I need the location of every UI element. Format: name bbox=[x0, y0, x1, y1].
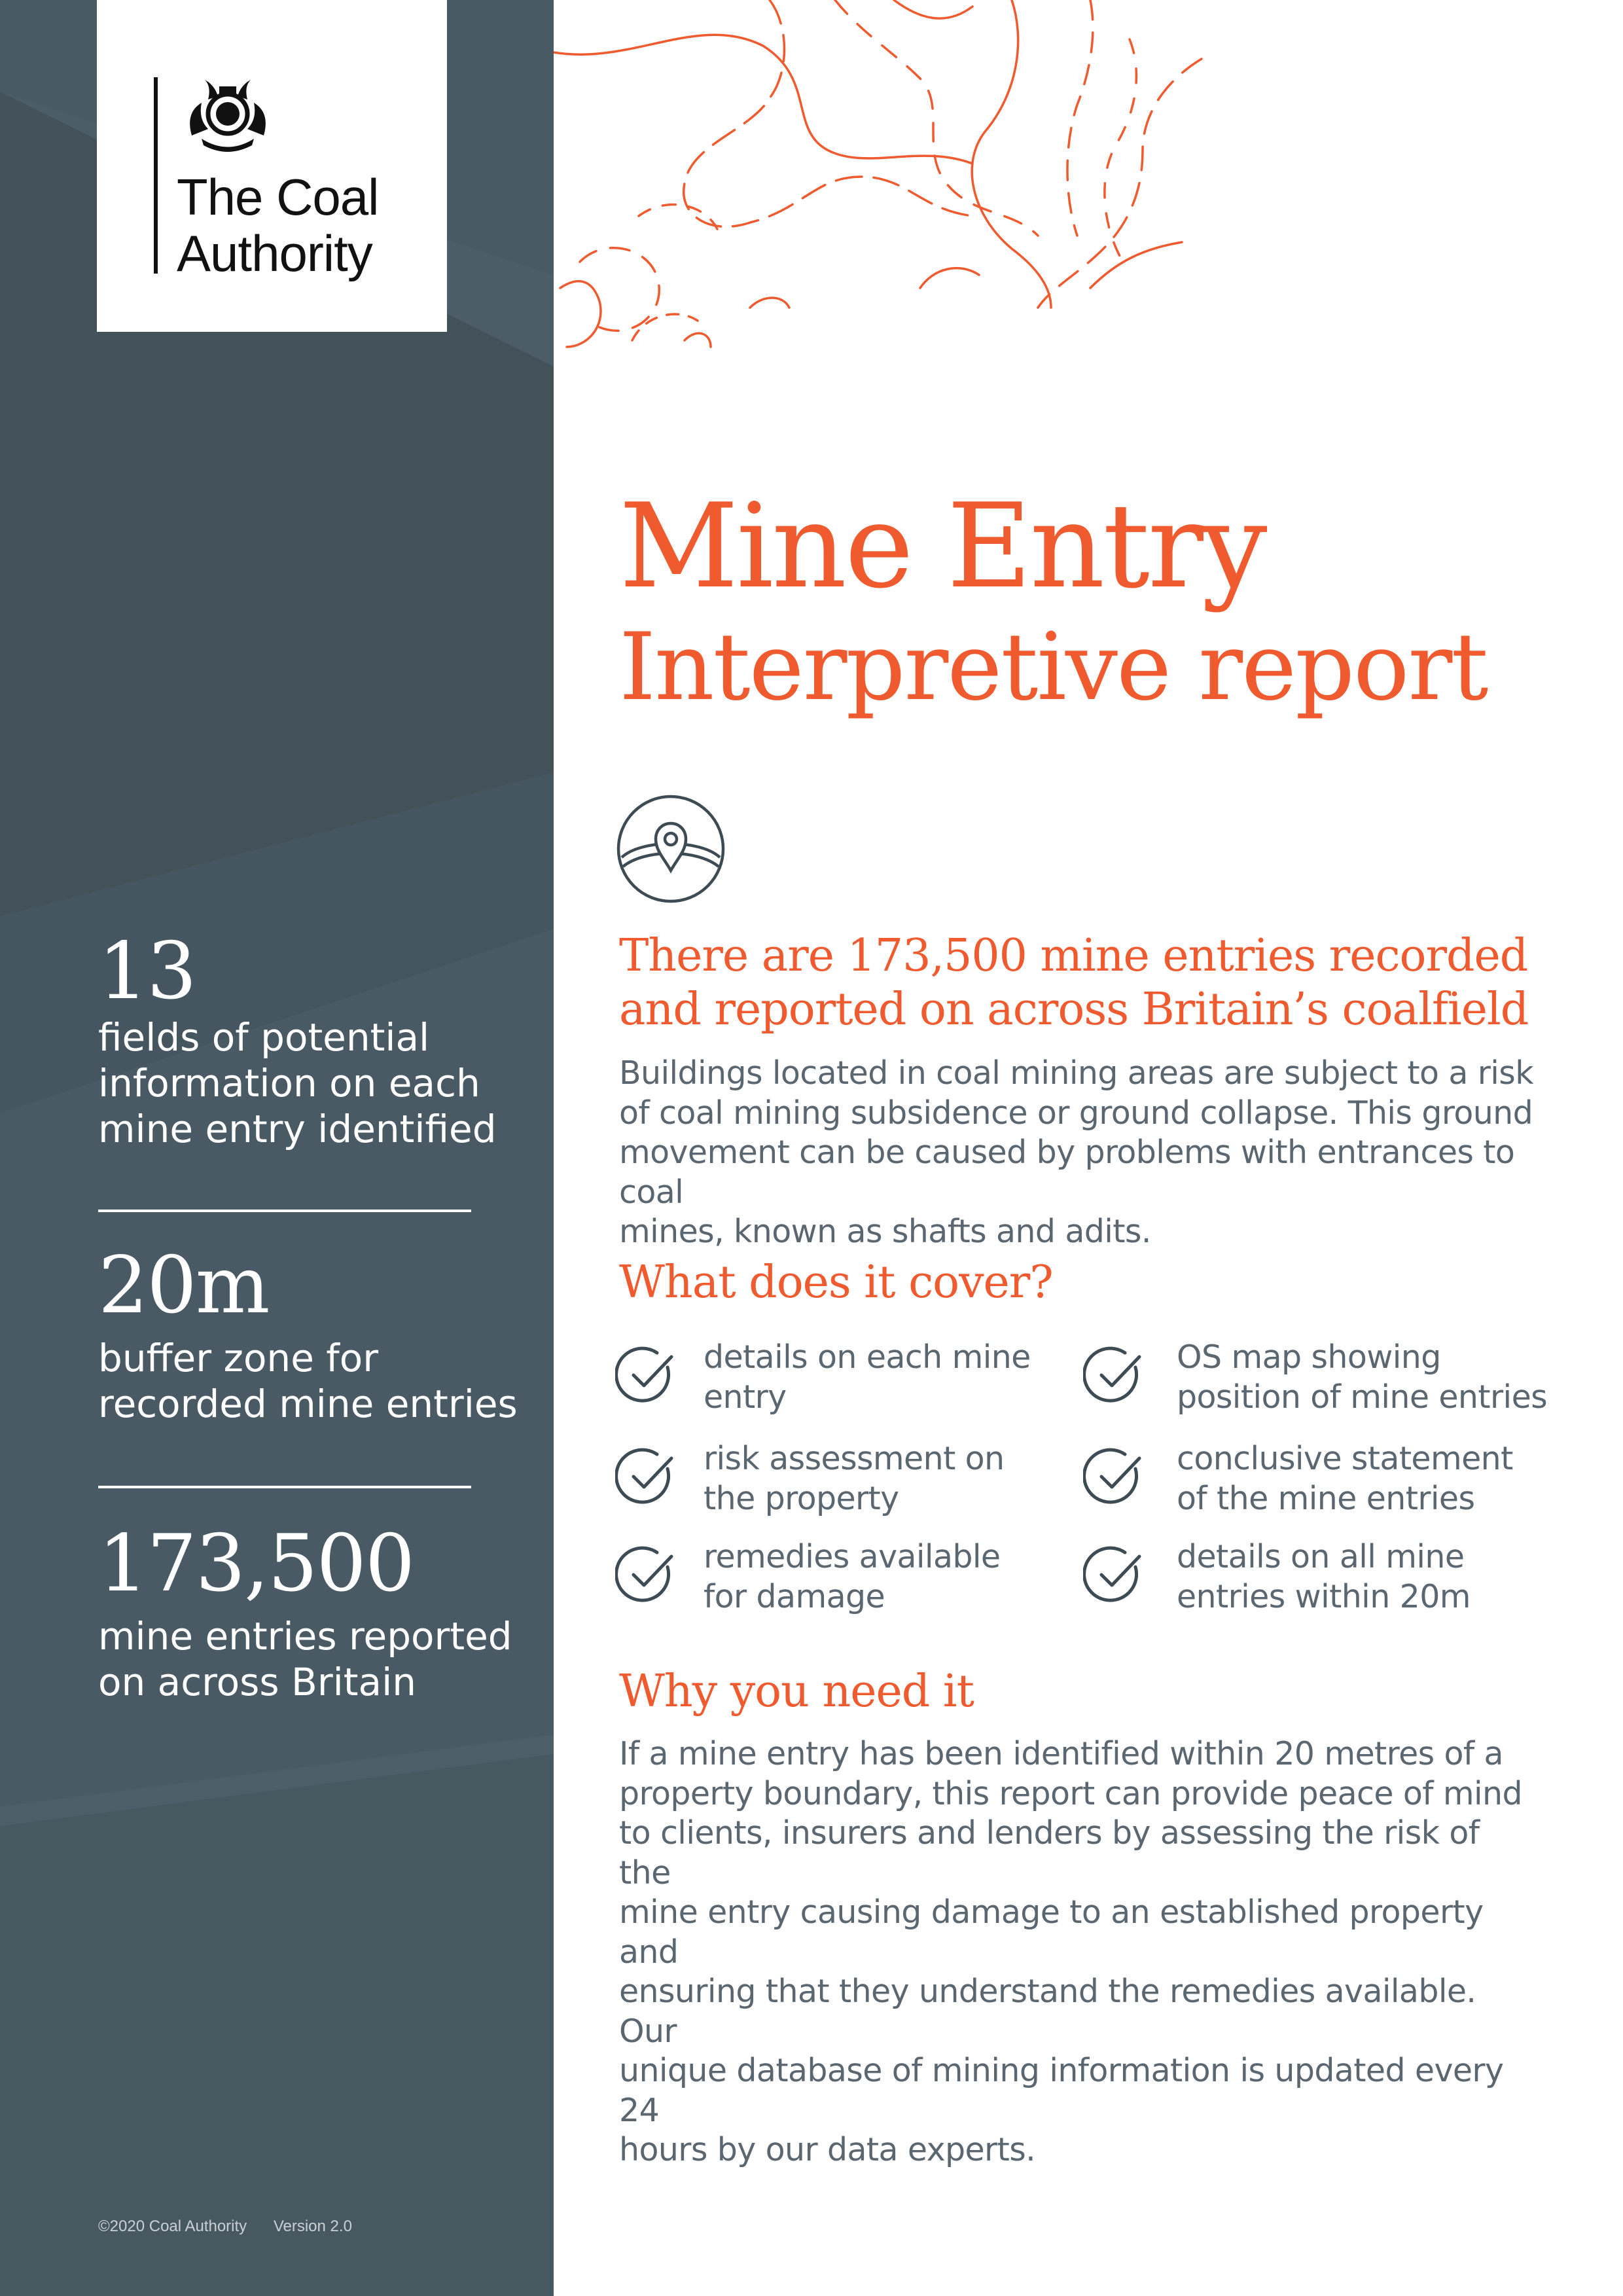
check-circle-icon bbox=[1083, 1345, 1146, 1408]
contour-lines-decoration bbox=[554, 0, 1274, 367]
crest-icon bbox=[179, 73, 277, 158]
stat-value: 13 bbox=[98, 926, 196, 1017]
copyright-text: ©2020 Coal Authority bbox=[98, 2217, 247, 2235]
why-body: If a mine entry has been identified within 20 metres of a property boundary, this report can provide peace of mind to clients, insurers and lenders by assessing the risk of the mine entry causing damage to an established property and ensuring that they understand the remedies available. Our unique database of mining information is updated every 24 hours by our data experts. bbox=[619, 1735, 1523, 2168]
coal-authority-logo bbox=[97, 0, 447, 332]
cover-item-text: details on each mine entry bbox=[704, 1338, 1031, 1416]
check-circle-icon bbox=[615, 1446, 678, 1509]
cover-item-text: risk assessment on the property bbox=[704, 1440, 1005, 1517]
cover-item-text: conclusive statement of the mine entries bbox=[1177, 1440, 1513, 1517]
stat-description: mine entries reported on across Britain bbox=[98, 1614, 512, 1704]
why-heading: Why you need it bbox=[619, 1666, 974, 1717]
stat-description: fields of potential information on each mine entry identified bbox=[98, 1015, 497, 1151]
logo-text: The Coal Authority bbox=[177, 168, 379, 282]
page-title bbox=[619, 478, 1488, 723]
lead-heading: There are 173,500 mine entries recorded and reported on across Britain’s coalfield bbox=[619, 930, 1529, 1035]
version-text: Version 2.0 bbox=[273, 2217, 352, 2235]
check-circle-icon bbox=[1083, 1446, 1146, 1509]
stat-fields bbox=[98, 926, 497, 1152]
stat-buffer-zone bbox=[98, 1240, 518, 1427]
cover-item-text: OS map showing position of mine entries bbox=[1177, 1338, 1548, 1416]
title-line-2: Interpretive report bbox=[619, 613, 1488, 721]
stat-divider bbox=[98, 1210, 471, 1212]
logo-divider bbox=[154, 77, 158, 274]
stat-value: 173,500 bbox=[98, 1518, 414, 1609]
cover-item-text: details on all mine entries within 20m bbox=[1177, 1538, 1471, 1615]
lead-body: Buildings located in coal mining areas are subject to a risk of coal mining subsidence or ground collapse. This ground movement can be caused by problems with entrances to coal mines, known as shafts and adits. bbox=[619, 1054, 1534, 1250]
check-circle-icon bbox=[615, 1545, 678, 1607]
footer bbox=[98, 2217, 352, 2236]
location-pin-icon bbox=[615, 793, 726, 905]
stat-description: buffer zone for recorded mine entries bbox=[98, 1336, 518, 1426]
stat-value: 20m bbox=[98, 1240, 269, 1331]
stat-mine-entries bbox=[98, 1518, 512, 1705]
title-line-1: Mine Entry bbox=[619, 478, 1266, 614]
cover-item-text: remedies available for damage bbox=[704, 1538, 1001, 1615]
check-circle-icon bbox=[1083, 1545, 1146, 1607]
sidebar bbox=[0, 0, 554, 2296]
cover-heading: What does it cover? bbox=[619, 1257, 1053, 1308]
check-circle-icon bbox=[615, 1345, 678, 1408]
stat-divider bbox=[98, 1486, 471, 1488]
